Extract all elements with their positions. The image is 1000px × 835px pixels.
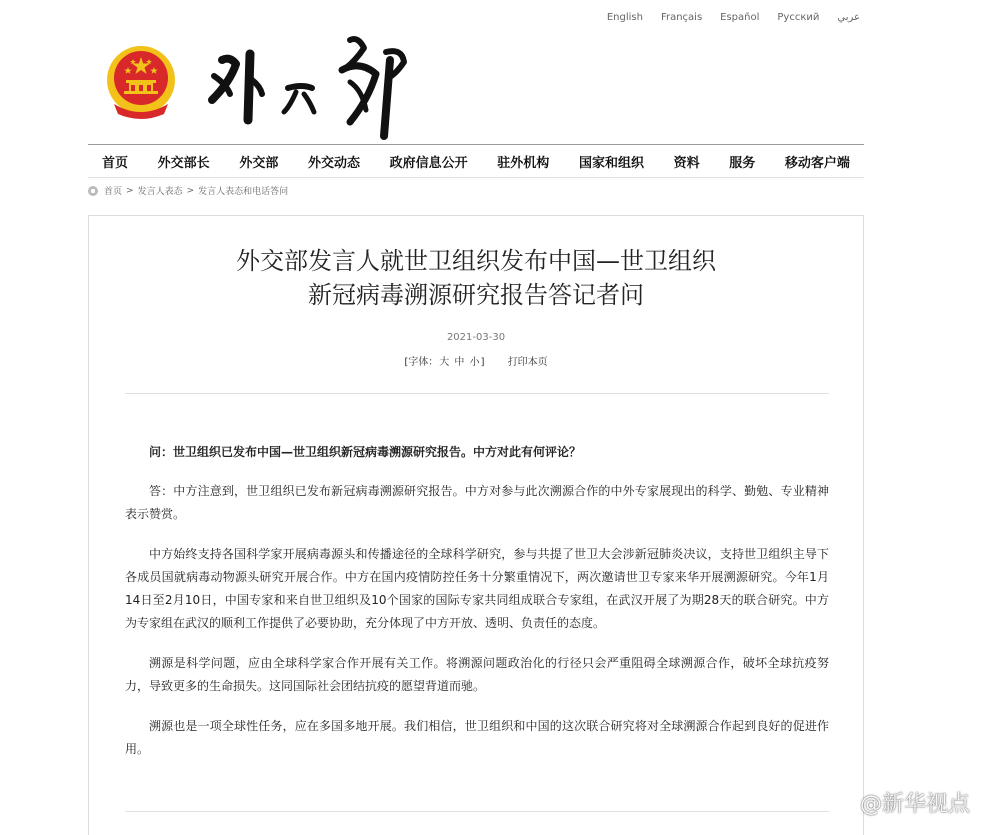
breadcrumb — [88, 184, 288, 197]
font-size-medium[interactable]: 中 — [454, 357, 465, 368]
answer-paragraph: 答：中方注意到，世卫组织已发布新冠病毒溯源研究报告。中方对参与此次溯源合作的中外专家展现出的科学、勤勉、专业精神表示赞赏。 — [125, 484, 829, 521]
calligraphy-logo-icon — [200, 30, 420, 140]
watermark — [826, 787, 970, 818]
watermark-text: @新华视点 — [860, 792, 971, 817]
breadcrumb-home[interactable]: 首页 — [104, 187, 123, 197]
lang-spanish[interactable]: Español — [720, 12, 760, 23]
font-size-label: [字体： — [404, 357, 439, 368]
article-title-line1: 外交部发言人就世卫组织发布中国—世卫组织 — [236, 247, 716, 275]
nav-services[interactable]: 服务 — [729, 155, 756, 171]
main-nav — [88, 146, 864, 176]
lang-arabic[interactable]: عربي — [837, 12, 860, 23]
nav-resources[interactable]: 资料 — [673, 155, 700, 171]
breadcrumb-spokesperson[interactable]: 发言人表态 — [137, 187, 183, 197]
article-divider-bottom — [125, 811, 829, 812]
breadcrumb-separator: > — [186, 185, 195, 196]
nav-gov-info[interactable]: 政府信息公开 — [389, 155, 468, 171]
question-paragraph: 问：世卫组织已发布中国—世卫组织新冠病毒溯源研究报告。中方对此有何评论？ — [149, 445, 582, 459]
national-emblem-icon[interactable] — [104, 44, 178, 120]
article-body — [125, 441, 829, 778]
nav-mobile[interactable]: 移动客户端 — [784, 155, 850, 171]
lang-russian[interactable]: Русский — [777, 12, 820, 23]
article-tools — [89, 353, 863, 368]
nav-minister[interactable]: 外交部长 — [157, 155, 210, 171]
language-bar — [600, 12, 860, 23]
nav-news[interactable]: 外交动态 — [307, 155, 360, 171]
nav-top-border — [88, 144, 864, 145]
nav-bottom-border — [88, 177, 864, 178]
nav-home[interactable]: 首页 — [102, 155, 129, 171]
article-title-line2: 新冠病毒溯源研究报告答记者问 — [308, 281, 644, 309]
font-size-small[interactable]: 小 — [469, 357, 480, 368]
weibo-icon — [826, 791, 856, 815]
article-divider-top — [125, 393, 829, 394]
nav-ministry[interactable]: 外交部 — [239, 155, 279, 171]
breadcrumb-separator: > — [126, 185, 134, 196]
lang-english[interactable]: English — [606, 12, 643, 23]
answer-paragraph: 溯源是科学问题，应由全球科学家合作开展有关工作。将溯源问题政治化的行径只会严重阻碍全球溯源合作，破坏全球抗疫努力，导致更多的生命损失。这同国际社会团结抗疫的愿望背道而驰。 — [125, 656, 829, 693]
nav-countries[interactable]: 国家和组织 — [578, 155, 644, 171]
article-container — [88, 215, 864, 835]
ministry-logo[interactable] — [200, 30, 420, 140]
print-button[interactable]: 打印本页 — [507, 357, 548, 368]
lang-french[interactable]: Français — [660, 12, 703, 23]
article-date: 2021-03-30 — [446, 332, 506, 343]
answer-paragraph: 溯源也是一项全球性任务，应在多国多地开展。我们相信，世卫组织和中国的这次联合研究将对全球溯源合作起到良好的促进作用。 — [125, 719, 829, 756]
location-icon — [88, 186, 98, 196]
font-size-close: ] — [480, 357, 485, 368]
nav-missions[interactable]: 驻外机构 — [497, 155, 550, 171]
font-size-large[interactable]: 大 — [439, 357, 450, 368]
article-title — [89, 244, 863, 312]
breadcrumb-current[interactable]: 发言人表态和电话答问 — [198, 187, 289, 197]
answer-paragraph: 中方始终支持各国科学家开展病毒源头和传播途径的全球科学研究，参与共提了世卫大会涉新冠肺炎决议，支持世卫组织主导下各成员国就病毒动物源头研究开展合作。中方在国内疫情防控任务十分繁重情况下，两次邀请世卫专家来华开展溯源研究。今年1月14日至2月10日，中国专家和来自世卫组织及10个国家的国际专家共同组成联合专家组，在武汉开展了为期28天的联合研究。中方为专家组在武汉的顺利工作提供了必要协助，充分体现了中方开放、透明、负责任的态度。 — [125, 547, 829, 630]
